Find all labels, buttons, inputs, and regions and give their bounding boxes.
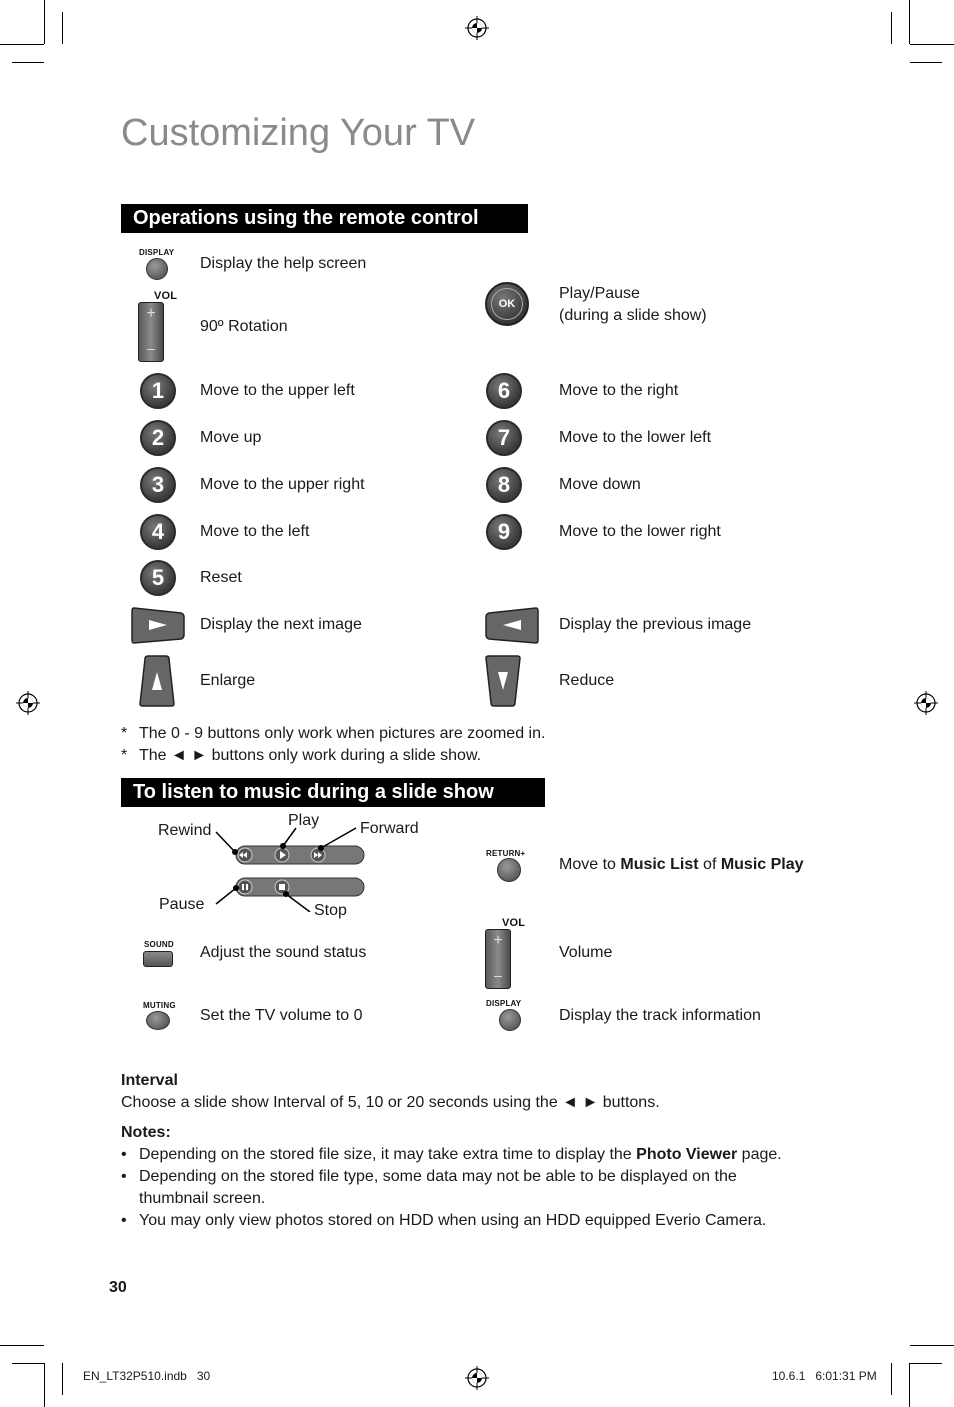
right-text: Move to the right (559, 382, 679, 399)
number-8-button: 8 (486, 467, 522, 503)
number-4-button: 4 (140, 514, 176, 550)
music-list-text-mid: of (698, 856, 721, 873)
vol-plus-icon: + (493, 932, 503, 949)
vol-button-label: VOL (502, 917, 526, 929)
crop-mark (44, 0, 45, 44)
sound-status-text: Adjust the sound status (200, 944, 367, 961)
forward-label: Forward (360, 820, 419, 837)
note-bullet: • (121, 1212, 127, 1229)
crop-mark (891, 12, 892, 44)
upper-right-text: Move to the upper right (200, 476, 365, 493)
play-pause-text: Play/Pause (559, 285, 640, 302)
number-3-button: 3 (140, 467, 176, 503)
crop-mark (910, 62, 942, 63)
volume-text: Volume (559, 944, 613, 961)
previous-image-text: Display the previous image (559, 616, 752, 633)
rewind-label: Rewind (158, 822, 212, 839)
upper-left-text: Move to the upper left (200, 382, 355, 399)
vol-button-label: VOL (154, 290, 178, 302)
vol-minus-icon: – (494, 967, 502, 983)
vol-minus-icon: – (147, 340, 155, 356)
display-help-text: Display the help screen (200, 255, 367, 272)
vol-rocker-button (485, 929, 511, 989)
notes-heading: Notes: (121, 1124, 171, 1141)
left-text: Move to the left (200, 523, 310, 540)
enlarge-text: Enlarge (200, 672, 256, 689)
reset-text: Reset (200, 569, 242, 586)
crop-mark (909, 0, 910, 44)
reduce-text: Reduce (559, 672, 615, 689)
footnote-marker: * (121, 747, 128, 764)
music-play-bold: Music Play (720, 856, 804, 873)
section-heading-music: To listen to music during a slide show (121, 778, 545, 807)
lower-left-text: Move to the lower left (559, 429, 712, 446)
vol-plus-icon: + (146, 305, 156, 322)
number-1-button: 1 (140, 373, 176, 409)
crop-mark (910, 44, 954, 45)
photo-viewer-bold: Photo Viewer (636, 1146, 738, 1163)
muting-button-label: MUTING (143, 1001, 176, 1010)
number-6-button: 6 (486, 373, 522, 409)
note-2-line2: thumbnail screen. (139, 1190, 266, 1207)
play-pause-subtext: (during a slide show) (559, 307, 707, 324)
note-bullet: • (121, 1146, 127, 1163)
stop-label: Stop (314, 902, 347, 919)
registration-mark-icon (465, 16, 489, 40)
display-button-label: DISPLAY (139, 248, 175, 257)
ok-button (485, 282, 529, 326)
page-number: 30 (109, 1279, 127, 1296)
lower-right-text: Move to the lower right (559, 523, 721, 540)
note-bullet: • (121, 1168, 127, 1185)
crop-mark (910, 1363, 942, 1364)
display-button (146, 258, 168, 280)
track-info-text: Display the track information (559, 1007, 761, 1024)
registration-mark-icon (465, 1366, 489, 1390)
pause-label: Pause (159, 896, 205, 913)
music-list-text (559, 854, 804, 876)
music-list-bold: Music List (620, 856, 699, 873)
down-arrow-icon (484, 654, 522, 708)
footnote-marker: * (121, 725, 128, 742)
vol-rocker-button (138, 302, 164, 362)
ok-button-label: OK (491, 288, 523, 320)
display-button-label: DISPLAY (486, 999, 522, 1008)
transport-buttons-diagram (210, 822, 370, 912)
page-title: Customizing Your TV (121, 112, 476, 154)
number-5-button: 5 (140, 560, 176, 596)
note-1 (139, 1144, 782, 1166)
crop-mark (12, 1363, 44, 1364)
mute-text: Set the TV volume to 0 (200, 1007, 363, 1024)
up-arrow-icon (138, 654, 176, 708)
note-1-pre: Depending on the stored file size, it may take extra time to display the (139, 1146, 637, 1163)
crop-mark (44, 1363, 45, 1407)
return-button (497, 858, 521, 882)
interval-text: Choose a slide show Interval of 5, 10 or 20 seconds using the ◄ ► buttons. (121, 1094, 660, 1111)
crop-mark (909, 1363, 910, 1407)
footnote-numbers: The 0 - 9 buttons only work when pictures are zoomed in. (139, 725, 546, 742)
crop-mark (62, 12, 63, 44)
play-label: Play (288, 812, 320, 829)
next-image-text: Display the next image (200, 616, 362, 633)
crop-mark (910, 1345, 954, 1346)
number-2-button: 2 (140, 420, 176, 456)
footnote-arrows: The ◄ ► buttons only work during a slide show. (139, 747, 482, 764)
muting-button (146, 1011, 170, 1030)
note-3: You may only view photos stored on HDD when using an HDD equipped Everio Camera. (139, 1212, 767, 1229)
number-7-button: 7 (486, 420, 522, 456)
footer-timestamp: 10.6.1 6:01:31 PM (772, 1369, 877, 1383)
footer-file-info: EN_LT32P510.indb 30 (83, 1369, 211, 1383)
music-list-text-pre: Move to (559, 856, 621, 873)
rotation-text: 90º Rotation (200, 318, 288, 335)
crop-mark (891, 1363, 892, 1395)
left-arrow-icon (485, 605, 539, 645)
up-text: Move up (200, 429, 262, 446)
interval-heading: Interval (121, 1072, 178, 1089)
down-text: Move down (559, 476, 641, 493)
crop-mark (62, 1363, 63, 1395)
registration-mark-icon (16, 691, 40, 715)
display-button (499, 1009, 521, 1031)
sound-button-label: SOUND (144, 940, 174, 949)
note-2-line1: Depending on the stored file type, some data may not be able to be displayed on the (139, 1168, 737, 1185)
crop-mark (0, 44, 44, 45)
right-arrow-icon (131, 605, 185, 645)
crop-mark (0, 1345, 44, 1346)
crop-mark (12, 62, 44, 63)
registration-mark-icon (914, 691, 938, 715)
return-button-label: RETURN+ (486, 849, 526, 858)
number-9-button: 9 (486, 514, 522, 550)
note-1-post: page. (737, 1146, 782, 1163)
sound-button (143, 951, 173, 967)
section-heading-remote: Operations using the remote control (121, 204, 528, 233)
